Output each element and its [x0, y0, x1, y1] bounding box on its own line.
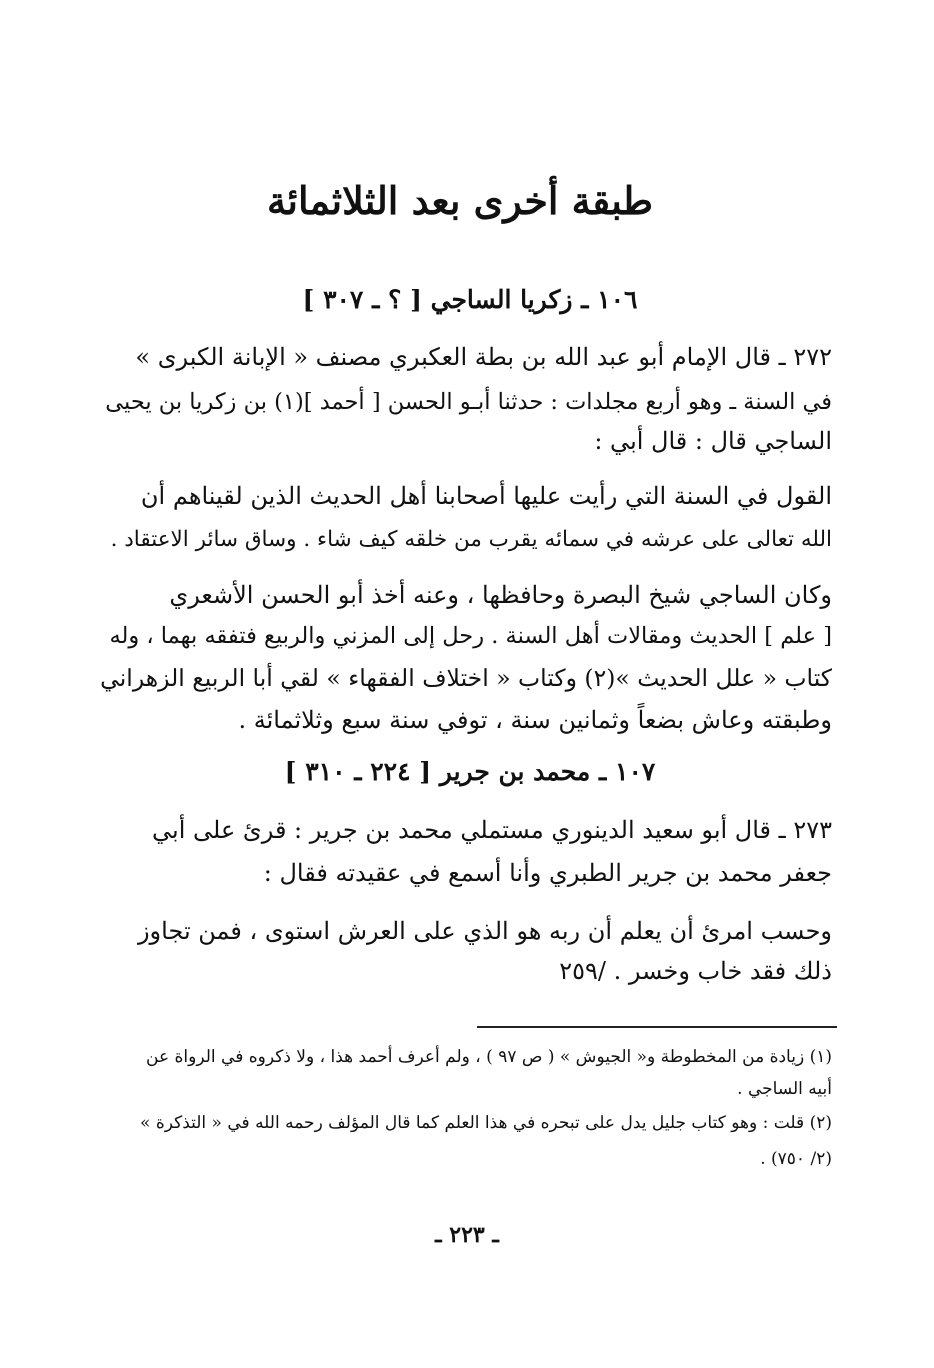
footnote-line: أبيه الساجي .	[737, 1079, 832, 1099]
paragraph-line: في السنة ـ وهو أربع مجلدات : حدثنا أبـو الحسن [ أحمد ](١) بن زكريا بن يحيى	[105, 389, 832, 415]
page-number: ـ ٢٢٣ ـ	[435, 1222, 499, 1248]
footnote-line: (١) زيادة من المخطوطة و« الجيوش » ( ص ٩٧ ) ، ولم أعرف أحمد هذا ، ولا ذكروه في الرواة عن	[146, 1047, 832, 1067]
footnote-line: (٢/ ٧٥٠) .	[760, 1149, 832, 1169]
paragraph-line: جعفر محمد بن جرير الطبري وأنا أسمع في عقيدته فقال :	[263, 859, 832, 887]
paragraph-line: وطبقته وعاش بضعاً وثمانين سنة ، توفي سنة سبع وثلاثمائة .	[238, 706, 832, 734]
paragraph-line: الله تعالى على عرشه في سمائه يقرب من خلقه كيف شاء . وساق سائر الاعتقاد .	[110, 527, 832, 552]
paragraph-line: ٢٧٢ ـ قال الإمام أبو عبد الله بن بطة العكبري مصنف « الإبانة الكبرى »	[135, 343, 832, 371]
entry-heading-106: ١٠٦ ـ زكريا الساجي [ ؟ ـ ٣٠٧ ]	[302, 285, 638, 314]
paragraph-line: الساجي قال : قال أبي :	[594, 427, 832, 455]
chapter-title: طبقة أخرى بعد الثلاثمائة	[267, 178, 653, 223]
entry-heading-107: ١٠٧ ـ محمد بن جرير [ ٢٢٤ ـ ٣١٠ ]	[284, 757, 656, 786]
paragraph-line: القول في السنة التي رأيت عليها أصحابنا أهل الحديث الذين لقيناهم أن	[140, 482, 832, 510]
paragraph-line: وحسب امرئ أن يعلم أن ربه هو الذي على العرش استوى ، فمن تجاوز	[137, 917, 832, 945]
paragraph-line: [ علم ] الحديث ومقالات أهل السنة . رحل إلى المزني والربيع فتفقه بهما ، وله	[109, 623, 832, 649]
paragraph-line: ذلك فقد خاب وخسر . /٢٥٩	[559, 957, 832, 985]
footnote-separator	[477, 1026, 837, 1028]
footnote-line: (٢) قلت : وهو كتاب جليل يدل على تبحره في هذا العلم كما قال المؤلف رحمه الله في « التذكرة »	[140, 1113, 832, 1133]
paragraph-line: ٢٧٣ ـ قال أبو سعيد الدينوري مستملي محمد بن جرير : قرئ على أبي	[152, 816, 832, 844]
paragraph-line: وكان الساجي شيخ البصرة وحافظها ، وعنه أخذ أبو الحسن الأشعري	[169, 581, 832, 609]
paragraph-line: كتاب « علل الحديث »(٢) وكتاب « اختلاف الفقهاء » لقي أبا الربيع الزهراني	[100, 664, 832, 692]
